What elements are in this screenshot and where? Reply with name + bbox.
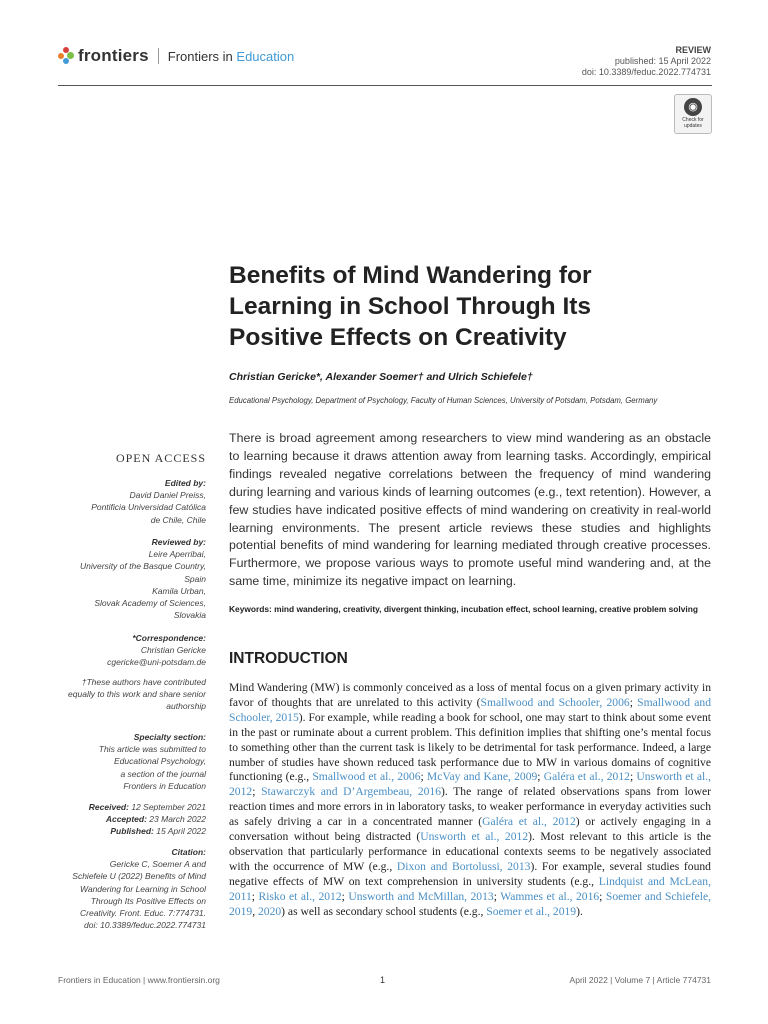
contribution-note: [40, 676, 206, 713]
citation-block: [40, 846, 206, 931]
received-date: [40, 801, 206, 813]
reviewed-by-label: Reviewed by:: [151, 537, 206, 547]
citation-link[interactable]: Unsworth and McMillan, 2013: [348, 889, 494, 903]
bookmark-icon: ◉: [684, 98, 702, 116]
citation-link[interactable]: Dixon and Bortolussi, 2013: [396, 859, 531, 873]
dates-block: [40, 801, 206, 838]
introduction-body: [229, 681, 711, 920]
citation-link[interactable]: Smallwood et al., 2006: [312, 770, 421, 784]
header-divider: [158, 48, 159, 64]
reviewer-line: Spain: [184, 573, 206, 584]
body-text-segment: ;: [599, 889, 606, 903]
published-label: Published:: [110, 826, 154, 837]
contribution-line: †These authors have contributed: [81, 677, 206, 687]
accepted-label: Accepted:: [105, 814, 147, 825]
contribution-line: equally to this work and share senior: [68, 689, 206, 700]
body-text-segment: ;: [252, 785, 262, 799]
citation-link[interactable]: Galéra et al., 2012: [482, 815, 576, 829]
journal-prefix: Frontiers in: [167, 48, 237, 64]
footer-journal[interactable]: Frontiers in Education | www.frontiersin.org: [58, 975, 220, 985]
article-meta: [582, 45, 711, 78]
author-affiliation: Educational Psychology, Department of Psychology, Faculty of Human Sciences, University of Potsdam, Potsdam, Germany: [229, 396, 658, 405]
reviewer-line: Slovak Academy of Sciences,: [94, 598, 206, 609]
body-text-segment: ) or actively engaging in a conversation without being distracted (: [229, 815, 711, 844]
specialty-section-block: [40, 731, 206, 792]
citation-line: Wandering for Learning in School: [79, 883, 206, 894]
body-text-segment: ;: [537, 770, 544, 784]
citation-link[interactable]: Unsworth et al., 2012: [229, 770, 712, 799]
accepted-date: [40, 813, 206, 825]
correspondence-name: Christian Gericke: [140, 645, 206, 656]
page-number: 1: [380, 975, 386, 985]
published-value: 15 April 2022: [156, 826, 206, 837]
citation-line: Creativity. Front. Educ. 7:774731.: [80, 908, 206, 919]
check-for-updates-label: Check for updates: [682, 117, 704, 129]
body-text-segment: ). For example, several studies found negative effects of MW on text comprehension in university students (e.g.,: [229, 859, 711, 888]
frontiers-logo[interactable]: [58, 46, 294, 66]
brand-name: frontiers: [78, 46, 149, 65]
citation-label: Citation:: [171, 847, 206, 857]
frontiers-logo-icon: [58, 47, 74, 65]
correspondence-label: *Correspondence:: [132, 633, 206, 643]
citation-doi[interactable]: doi: 10.3389/feduc.2022.774731: [84, 920, 206, 931]
received-value: 12 September 2021: [131, 802, 206, 812]
citation-link[interactable]: 2020: [257, 904, 282, 918]
body-text-segment: ;: [629, 695, 638, 709]
body-text-segment: ).: [576, 904, 583, 918]
editor-line: Pontificia Universidad Católica: [91, 502, 206, 513]
citation-link[interactable]: McVay and Kane, 2009: [426, 770, 538, 784]
body-text-segment: ). Most relevant to this article is the observation that particularly performance in educational contexts seems to be negatively associated with the occurrence of MW (e.g.,: [229, 830, 711, 873]
abstract: There is broad agreement among researchers to view mind wandering as an obstacle to learning because it draws attention away from learning tasks. Accordingly, empirical findings revealed negative correlations between the frequency of mind wandering during learning and various kinds of learning outcomes (e.g., text retention). However, a few studies have indicated positive effects of mind wandering on creativity in real-world learning environments. The present article reviews these studies and highlights potential benefits of mind wandering for learning mediated through creative processes. Furthermore, we propose various ways to promote useful mind wandering and, at the same time, minimize its negative impact on learning.: [229, 431, 711, 589]
body-text-segment: ;: [251, 889, 259, 903]
citation-link[interactable]: Smallwood and Schooler, 2015: [229, 695, 711, 724]
body-text-segment: ) as well as secondary school students (e.g.,: [281, 904, 487, 918]
article-doi[interactable]: doi: 10.3389/feduc.2022.774731: [581, 67, 711, 77]
body-text-segment: ). The range of related observations spans from lower reaction times and more errors in in laboratory tasks, to weaker performance in everyday activities such as safely driving a car in a concentrated manner (: [229, 785, 711, 829]
citation-line: Gericke C, Soemer A and: [109, 859, 206, 870]
body-text-segment: ,: [252, 904, 258, 918]
citation-link[interactable]: Soemer et al., 2019: [486, 904, 577, 918]
body-text-segment: ;: [493, 889, 501, 903]
open-access-label: OPEN ACCESS: [115, 451, 206, 465]
body-text-segment: ). For example, while reading a book for school, one may start to think about some event in the past or ruminate about a current problem. This definition implies that shifting one’s mental focus to something other than the current task is likely to be detrimental for task performance. Indeed, a large number of studies have shown reduced task performance due to MW in various domains of cognitive functioning (e.g.,: [229, 710, 711, 784]
specialty-line: a section of the journal: [120, 768, 206, 779]
section-heading-introduction: INTRODUCTION: [229, 650, 348, 667]
edited-by-block: [40, 477, 206, 526]
edited-by-label: Edited by:: [164, 478, 206, 488]
reviewer-line: University of the Basque Country,: [80, 561, 206, 572]
body-text-segment: ;: [629, 770, 637, 784]
reviewed-by-block: [40, 536, 206, 621]
correspondence-email[interactable]: cgericke@uni-potsdam.de: [107, 657, 206, 668]
published-date: published: 15 April 2022: [614, 56, 711, 66]
footer-issue: April 2022 | Volume 7 | Article 774731: [569, 975, 711, 985]
editor-line[interactable]: David Daniel Preiss,: [129, 490, 206, 501]
citation-link[interactable]: Risko et al., 2012: [258, 889, 342, 903]
journal-name[interactable]: [168, 49, 294, 64]
reviewer-line: Slovakia: [173, 610, 206, 621]
reviewer-line[interactable]: Kamila Urban,: [152, 585, 206, 596]
citation-link[interactable]: Galéra et al., 2012: [543, 770, 630, 784]
citation-link[interactable]: Stawarczyk and D’Argembeau, 2016: [261, 785, 442, 799]
citation-line: Schiefele U (2022) Benefits of Mind: [72, 871, 206, 882]
citation-link[interactable]: Unsworth et al., 2012: [420, 830, 529, 844]
specialty-line: Frontiers in Education: [123, 780, 206, 791]
citation-link[interactable]: Soemer and Schiefele, 2019: [229, 889, 711, 918]
citation-link[interactable]: Lindquist and McLean, 2011: [229, 874, 712, 903]
citation-link[interactable]: Smallwood and Schooler, 2006: [480, 695, 630, 709]
body-text-segment: ;: [341, 889, 349, 903]
citation-line: Through Its Positive Effects on: [90, 895, 206, 906]
reviewer-line[interactable]: Leire Aperribai,: [148, 549, 206, 560]
specialty-line: This article was submitted to: [98, 744, 206, 755]
journal-accent: Education: [236, 48, 295, 64]
check-for-updates-button[interactable]: [674, 94, 712, 134]
article-type: REVIEW: [675, 45, 711, 55]
correspondence-block: [40, 632, 206, 669]
citation-link[interactable]: Wammes et al., 2016: [500, 889, 600, 903]
published-date-side: [40, 825, 206, 837]
keywords: Keywords: mind wandering, creativity, divergent thinking, incubation effect, school learning, creative problem solving: [229, 604, 698, 614]
specialty-label: Specialty section:: [133, 732, 206, 742]
article-title: Benefits of Mind Wandering for Learning in School Through Its Positive Effects on Creativity: [229, 262, 592, 351]
body-text-segment: Mind Wandering (MW) is commonly conceived as a loss of mental focus on a given primary activity in favor of thoughts that are unrelated to this activity (: [229, 681, 711, 709]
editor-line: de Chile, Chile: [150, 514, 206, 525]
specialty-line: Educational Psychology,: [114, 756, 206, 767]
body-text-segment: ;: [420, 770, 427, 784]
contribution-line: authorship: [166, 701, 206, 712]
header-rule: [58, 85, 712, 86]
accepted-value: 23 March 2022: [149, 814, 206, 825]
article-authors[interactable]: Christian Gericke*, Alexander Soemer† and Ulrich Schiefele†: [229, 371, 533, 383]
received-label: Received:: [88, 802, 129, 812]
